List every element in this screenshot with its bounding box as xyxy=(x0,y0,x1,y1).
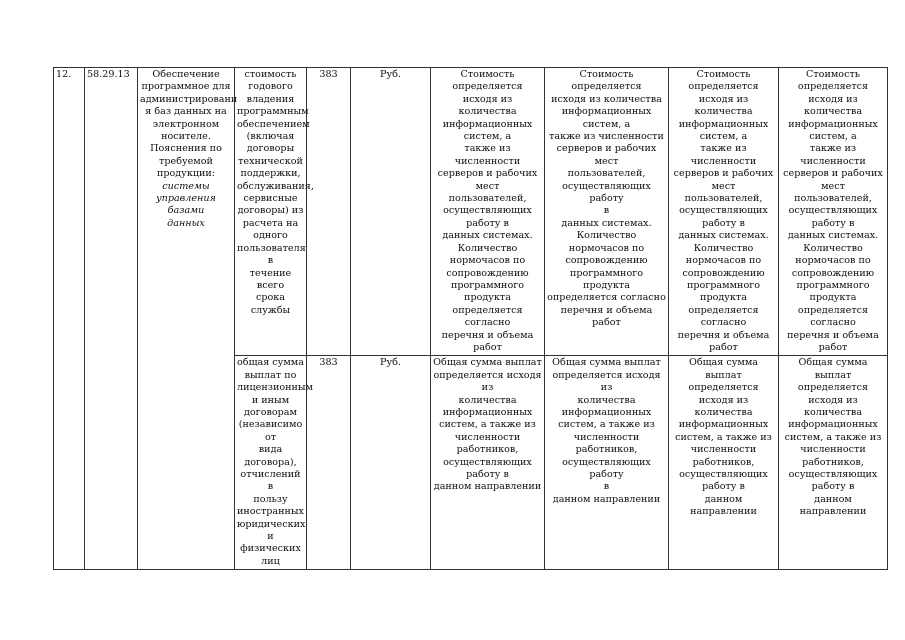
value-cell-1: Стоимость определяется исходя из количества информационных систем, а также из численности серверов и рабочих мест пользователей, осуществляющих работу в данных системах. Количество нормочасов по сопровождению программного продукта определяется согласно перечня и объема работ xyxy=(431,68,545,356)
unit-name: Руб. xyxy=(351,68,431,356)
product-name-cell xyxy=(138,68,238,570)
okpd-code: 58.29.13 xyxy=(85,68,138,570)
value-cell-2: Общая сумма выплат определяется исходя из количества информационных систем, а также из численности работников, осуществляющих работу в данном направлении xyxy=(545,356,669,570)
indicator-cost: стоимость годового владения программным обеспечением (включая договоры технической поддержки, обслуживания, сервисные договоры) из расчета на одного пользователя в течение всего срока службы xyxy=(235,68,307,356)
value-cell-4: Стоимость определяется исходя из количества информационных систем, а также из численности серверов и рабочих мест пользователей, осуществляющих работу в данных системах. Количество нормочасов по сопровождению программного продукта определяется согласно перечня и объема работ xyxy=(779,68,888,356)
value-cell-2: Стоимость определяется исходя из количества информационных систем, а также из численности серверов и рабочих мест пользователей, осуществляющих работу в данных системах. Количество нормочасов по сопровождению программного продукта определяется согласно перечня и объема работ xyxy=(545,68,669,356)
okei-code: 383 xyxy=(307,356,351,570)
table-row xyxy=(54,68,888,356)
value-cell-3: Стоимость определяется исходя из количества информационных систем, а также из численности серверов и рабочих мест пользователей, осуществляющих работу в данных системах. Количество нормочасов по сопровождению программного продукта определяется согласно перечня и объема работ xyxy=(669,68,779,356)
okei-code: 383 xyxy=(307,68,351,356)
row-number: 12. xyxy=(54,68,85,570)
product-name-italic: системы управления базами данных xyxy=(156,180,216,229)
value-cell-4: Общая сумма выплат определяется исходя из количества информационных систем, а также из численности работников, осуществляющих работу в данном направлении xyxy=(779,356,888,570)
requirements-table xyxy=(53,67,888,570)
unit-name: Руб. xyxy=(351,356,431,570)
indicator-payments: общая сумма выплат по лицензионным и иным договорам (независимо от вида договора), отчислений в пользу иностранных юридических и физических лиц xyxy=(235,356,307,570)
value-cell-3: Общая сумма выплат определяется исходя из количества информационных систем, а также из численности работников, осуществляющих работу в данном направлении xyxy=(669,356,779,570)
product-name: Обеспечение программное для администрировани я баз данных на электронном носителе. Пояснения по требуемой продукции: xyxy=(140,69,238,180)
value-cell-1: Общая сумма выплат определяется исходя из количества информационных систем, а также из численности работников, осуществляющих работу в данном направлении xyxy=(431,356,545,570)
